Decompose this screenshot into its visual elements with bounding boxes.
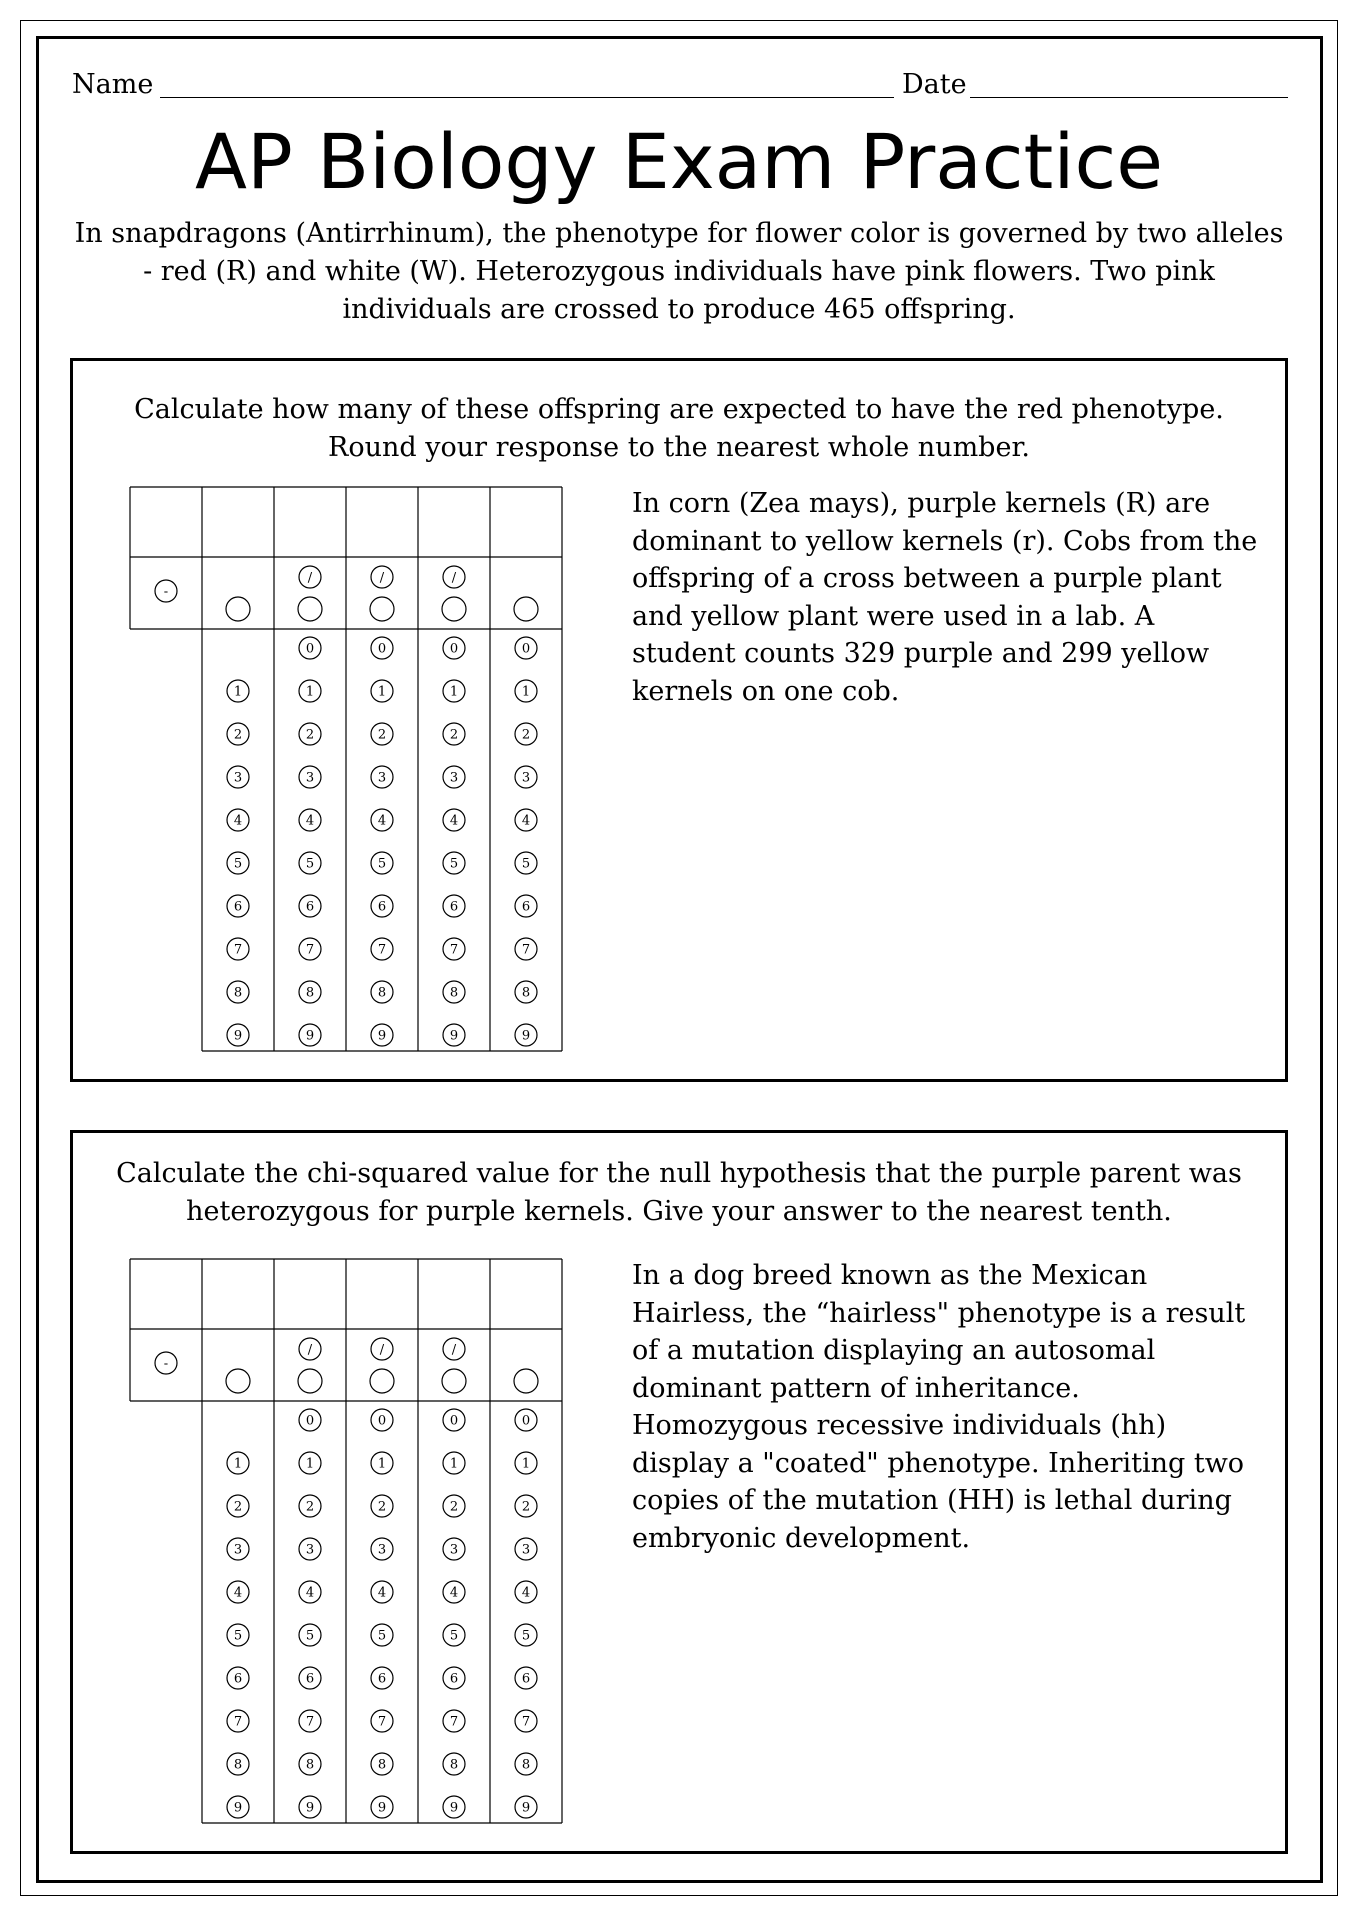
digit-bubble-2[interactable] xyxy=(227,1495,249,1517)
digit-bubble-3[interactable] xyxy=(227,766,249,788)
bubble-label: 8 xyxy=(449,985,459,1001)
page-title: AP Biology Exam Practice xyxy=(194,117,1164,206)
digit-bubble-1[interactable] xyxy=(371,680,393,702)
grid-lines xyxy=(130,1259,562,1823)
date-field[interactable] xyxy=(970,97,1288,98)
digit-bubble-7[interactable] xyxy=(227,1710,249,1732)
answer-entry-box[interactable] xyxy=(491,1260,561,1328)
slash-bubble[interactable] xyxy=(299,1338,321,1360)
digit-bubble-0[interactable] xyxy=(515,1409,537,1431)
bubble-circle[interactable] xyxy=(514,597,538,621)
bubble-circle[interactable] xyxy=(370,597,394,621)
decimal-bubble[interactable] xyxy=(298,1369,322,1393)
digit-bubble-8[interactable] xyxy=(299,981,321,1003)
digit-bubble-4[interactable] xyxy=(299,809,321,831)
answer-entry-box[interactable] xyxy=(131,1260,201,1328)
decimal-bubble[interactable] xyxy=(226,1369,250,1393)
digit-bubble-8[interactable] xyxy=(515,981,537,1003)
bubble-label: 5 xyxy=(377,856,387,872)
digit-bubble-3[interactable] xyxy=(299,1538,321,1560)
digit-bubble-4[interactable] xyxy=(443,1581,465,1603)
digit-bubble-4[interactable] xyxy=(371,1581,393,1603)
bubble-label: 3 xyxy=(521,770,531,786)
bubble-label: 1 xyxy=(377,684,387,700)
question-text: Calculate how many of these offspring are expected to have the red phenotype. Round your response to the nearest whole number. xyxy=(134,394,1224,463)
bubble-label: 2 xyxy=(449,727,459,743)
bubble-label: 4 xyxy=(305,1585,315,1601)
slash-bubble[interactable] xyxy=(371,1338,393,1360)
answer-entry-box[interactable] xyxy=(275,488,345,556)
bubble-label: 4 xyxy=(521,813,531,829)
bubble-label: 1 xyxy=(377,1456,387,1472)
bubble-label: / xyxy=(379,1342,385,1358)
grid-lines xyxy=(130,487,562,1051)
bubble-label: 3 xyxy=(377,1542,387,1558)
bubble-label: 6 xyxy=(305,899,315,915)
digit-bubble-7[interactable] xyxy=(371,938,393,960)
bubble-label: 4 xyxy=(449,1585,459,1601)
decimal-bubble[interactable] xyxy=(370,597,394,621)
bubble-label: 7 xyxy=(449,942,459,958)
bubble-label: 9 xyxy=(377,1028,387,1044)
bubble-label: 4 xyxy=(377,1585,387,1601)
digit-bubble-4[interactable] xyxy=(299,1581,321,1603)
digit-bubble-9[interactable] xyxy=(299,1024,321,1046)
digit-bubble-5[interactable] xyxy=(227,852,249,874)
bubble-label: 0 xyxy=(305,1413,315,1429)
digit-bubble-4[interactable] xyxy=(227,809,249,831)
bubble-label: 9 xyxy=(305,1028,315,1044)
bubble-label: 1 xyxy=(521,1456,531,1472)
digit-bubble-8[interactable] xyxy=(227,981,249,1003)
digit-bubble-7[interactable] xyxy=(371,1710,393,1732)
bubble-label: / xyxy=(307,1342,313,1358)
digit-bubble-8[interactable] xyxy=(443,981,465,1003)
bubble-label: 3 xyxy=(377,770,387,786)
slash-bubble[interactable] xyxy=(371,566,393,588)
answer-entry-box[interactable] xyxy=(347,488,417,556)
bubble-label: 6 xyxy=(449,899,459,915)
bubble-label: 3 xyxy=(233,1542,243,1558)
bubble-label: 2 xyxy=(521,1499,531,1515)
bubble-label: 8 xyxy=(233,1757,243,1773)
digit-bubble-5[interactable] xyxy=(227,1624,249,1646)
digit-bubble-2[interactable] xyxy=(515,1495,537,1517)
bubble-label: 5 xyxy=(233,1628,243,1644)
bubble-circle[interactable] xyxy=(442,1369,466,1393)
digit-bubble-1[interactable] xyxy=(299,680,321,702)
bubble-label: 1 xyxy=(521,684,531,700)
minus-bubble[interactable] xyxy=(155,580,177,602)
digit-bubble-7[interactable] xyxy=(299,1710,321,1732)
bubble-label: 8 xyxy=(449,1757,459,1773)
bubble-label: 2 xyxy=(305,1499,315,1515)
bubble-label: 2 xyxy=(377,727,387,743)
decimal-bubble[interactable] xyxy=(298,597,322,621)
digit-bubble-1[interactable] xyxy=(515,1452,537,1474)
bubble-label: 4 xyxy=(521,1585,531,1601)
bubble-label: 8 xyxy=(521,1757,531,1773)
bubble-circle[interactable] xyxy=(298,1369,322,1393)
date-label: Date xyxy=(902,69,967,100)
bubble-label: 9 xyxy=(377,1800,387,1816)
minus-bubble[interactable] xyxy=(155,1352,177,1374)
digit-bubble-3[interactable] xyxy=(371,1538,393,1560)
bubble-label: 0 xyxy=(521,641,531,657)
digit-bubble-6[interactable] xyxy=(299,1667,321,1689)
bubble-label: 5 xyxy=(305,1628,315,1644)
bubble-label: 3 xyxy=(449,770,459,786)
bubble-label: 7 xyxy=(305,1714,315,1730)
bubble-label: 6 xyxy=(305,1671,315,1687)
answer-entry-box[interactable] xyxy=(347,1260,417,1328)
bubble-label: 9 xyxy=(305,1800,315,1816)
digit-bubble-3[interactable] xyxy=(443,1538,465,1560)
digit-bubble-5[interactable] xyxy=(443,1624,465,1646)
bubble-label: 6 xyxy=(233,899,243,915)
bubble-label: 7 xyxy=(233,942,243,958)
bubble-label: 5 xyxy=(377,1628,387,1644)
bubble-label: 8 xyxy=(377,985,387,1001)
bubble-label: 9 xyxy=(449,1800,459,1816)
decimal-bubble[interactable] xyxy=(226,597,250,621)
bubble-label: 2 xyxy=(305,727,315,743)
bubble-label: 7 xyxy=(521,1714,531,1730)
bubble-label: 4 xyxy=(449,813,459,829)
digit-bubble-4[interactable] xyxy=(371,809,393,831)
digit-bubble-2[interactable] xyxy=(299,723,321,745)
bubble-label: 0 xyxy=(377,1413,387,1429)
digit-bubble-0[interactable] xyxy=(299,1409,321,1431)
digit-bubble-8[interactable] xyxy=(299,1753,321,1775)
bubble-label: 0 xyxy=(449,1413,459,1429)
bubble-label: 5 xyxy=(449,1628,459,1644)
bubble-label: 9 xyxy=(521,1800,531,1816)
bubble-label: 3 xyxy=(521,1542,531,1558)
slash-bubble[interactable] xyxy=(299,566,321,588)
digit-bubble-0[interactable] xyxy=(443,1409,465,1431)
bubble-label: 7 xyxy=(521,942,531,958)
answer-grid-1 xyxy=(128,485,568,1055)
answer-grid-svg xyxy=(128,485,568,1055)
digit-bubble-3[interactable] xyxy=(515,1538,537,1560)
digit-bubble-3[interactable] xyxy=(227,1538,249,1560)
header-line xyxy=(72,64,1288,104)
digit-bubble-5[interactable] xyxy=(371,1624,393,1646)
digit-bubble-6[interactable] xyxy=(227,1667,249,1689)
bubble-label: 8 xyxy=(521,985,531,1001)
bubble-label: 3 xyxy=(305,770,315,786)
bubble-label: / xyxy=(451,570,457,586)
digit-bubble-8[interactable] xyxy=(371,981,393,1003)
digit-bubble-2[interactable] xyxy=(371,1495,393,1517)
digit-bubble-9[interactable] xyxy=(371,1024,393,1046)
bubble-label: 4 xyxy=(233,813,243,829)
bubble-label: 1 xyxy=(449,1456,459,1472)
digit-bubble-8[interactable] xyxy=(227,1753,249,1775)
name-field[interactable] xyxy=(160,97,894,98)
bubble-label: 1 xyxy=(305,684,315,700)
digit-bubble-0[interactable] xyxy=(443,637,465,659)
bubble-label: 8 xyxy=(233,985,243,1001)
digit-bubble-1[interactable] xyxy=(227,1452,249,1474)
digit-bubble-0[interactable] xyxy=(515,637,537,659)
digit-bubble-6[interactable] xyxy=(371,895,393,917)
digit-bubble-1[interactable] xyxy=(227,680,249,702)
decimal-bubble[interactable] xyxy=(514,1369,538,1393)
answer-entry-box[interactable] xyxy=(203,488,273,556)
decimal-bubble[interactable] xyxy=(370,1369,394,1393)
bubble-label: 2 xyxy=(377,1499,387,1515)
digit-bubble-7[interactable] xyxy=(299,938,321,960)
bubble-label: 2 xyxy=(521,727,531,743)
bubble-label: - xyxy=(163,584,169,600)
digit-bubble-6[interactable] xyxy=(299,895,321,917)
digit-bubble-7[interactable] xyxy=(515,938,537,960)
decimal-bubble[interactable] xyxy=(442,1369,466,1393)
bubble-label: 2 xyxy=(449,1499,459,1515)
bubble-label: / xyxy=(451,1342,457,1358)
bubble-label: 7 xyxy=(305,942,315,958)
answer-entry-box[interactable] xyxy=(131,488,201,556)
digit-bubble-1[interactable] xyxy=(443,1452,465,1474)
digit-bubble-1[interactable] xyxy=(515,680,537,702)
digit-bubble-2[interactable] xyxy=(227,723,249,745)
digit-bubble-1[interactable] xyxy=(299,1452,321,1474)
digit-bubble-0[interactable] xyxy=(371,1409,393,1431)
digit-bubble-3[interactable] xyxy=(443,766,465,788)
digit-bubble-9[interactable] xyxy=(227,1796,249,1818)
digit-bubble-7[interactable] xyxy=(515,1710,537,1732)
bubble-circle[interactable] xyxy=(226,597,250,621)
bubble-label: 1 xyxy=(233,1456,243,1472)
bubble-label: 3 xyxy=(305,1542,315,1558)
answer-entry-box[interactable] xyxy=(275,1260,345,1328)
digit-bubble-9[interactable] xyxy=(443,1796,465,1818)
digit-bubble-4[interactable] xyxy=(515,1581,537,1603)
bubble-label: 8 xyxy=(377,1757,387,1773)
digit-bubble-0[interactable] xyxy=(371,637,393,659)
digit-bubble-2[interactable] xyxy=(371,723,393,745)
intro-paragraph: In snapdragons (Antirrhinum), the phenotype for flower color is governed by two alleles - red (R) and white (W). Heterozygous individuals have pink flowers. Two pink individuals are crossed to produce 465 offspring. xyxy=(74,218,1284,325)
digit-bubble-4[interactable] xyxy=(443,809,465,831)
side-passage: In a dog breed known as the Mexican Hairless, the “hairless" phenotype is a result of a mutation displaying an autosomal dominant pattern of inheritance. Homozygous recessive individuals (hh) display a "coated" phenotype. Inheriting two copies of the mutation (HH) is lethal during embryonic development. xyxy=(632,1260,1246,1554)
bubble-circle[interactable] xyxy=(298,597,322,621)
bubble-label: 0 xyxy=(377,641,387,657)
bubble-label: 6 xyxy=(233,1671,243,1687)
bubble-label: 9 xyxy=(233,1800,243,1816)
slash-bubble[interactable] xyxy=(443,566,465,588)
digit-bubble-1[interactable] xyxy=(443,680,465,702)
decimal-bubble[interactable] xyxy=(514,597,538,621)
bubble-label: 2 xyxy=(233,1499,243,1515)
digit-bubble-2[interactable] xyxy=(443,723,465,745)
digit-bubble-3[interactable] xyxy=(299,766,321,788)
bubble-label: 4 xyxy=(233,1585,243,1601)
answer-grid-svg xyxy=(128,1257,568,1827)
bubble-label: 1 xyxy=(233,684,243,700)
digit-bubble-5[interactable] xyxy=(371,852,393,874)
digit-bubble-2[interactable] xyxy=(299,1495,321,1517)
answer-entry-box[interactable] xyxy=(419,488,489,556)
digit-bubble-2[interactable] xyxy=(443,1495,465,1517)
bubble-label: 4 xyxy=(305,813,315,829)
bubble-label: 8 xyxy=(305,985,315,1001)
digit-bubble-6[interactable] xyxy=(515,895,537,917)
digit-bubble-7[interactable] xyxy=(227,938,249,960)
bubble-label: 5 xyxy=(233,856,243,872)
bubble-label: 7 xyxy=(449,1714,459,1730)
bubble-label: 5 xyxy=(521,856,531,872)
bubble-label: 0 xyxy=(449,641,459,657)
bubble-label: 7 xyxy=(377,1714,387,1730)
bubble-label: 6 xyxy=(377,899,387,915)
bubble-label: 5 xyxy=(305,856,315,872)
digit-bubble-3[interactable] xyxy=(515,766,537,788)
digit-bubble-4[interactable] xyxy=(515,809,537,831)
digit-bubble-9[interactable] xyxy=(371,1796,393,1818)
bubble-label: 8 xyxy=(305,1757,315,1773)
digit-bubble-6[interactable] xyxy=(227,895,249,917)
bubble-label: 1 xyxy=(449,684,459,700)
question-panel-1 xyxy=(70,358,1288,1082)
digit-bubble-1[interactable] xyxy=(371,1452,393,1474)
digit-bubble-2[interactable] xyxy=(515,723,537,745)
bubble-label: / xyxy=(307,570,313,586)
digit-bubble-6[interactable] xyxy=(443,1667,465,1689)
digit-bubble-5[interactable] xyxy=(299,1624,321,1646)
bubble-label: 6 xyxy=(521,899,531,915)
answer-grid-2 xyxy=(128,1257,568,1827)
bubble-label: - xyxy=(163,1356,169,1372)
digit-bubble-6[interactable] xyxy=(371,1667,393,1689)
bubble-label: 9 xyxy=(233,1028,243,1044)
digit-bubble-9[interactable] xyxy=(299,1796,321,1818)
digit-bubble-5[interactable] xyxy=(443,852,465,874)
decimal-bubble[interactable] xyxy=(442,597,466,621)
digit-bubble-4[interactable] xyxy=(227,1581,249,1603)
question-text: Calculate the chi-squared value for the null hypothesis that the purple parent was heterozygous for purple kernels. Give your answer to the nearest tenth. xyxy=(116,1158,1242,1227)
digit-bubble-9[interactable] xyxy=(515,1024,537,1046)
digit-bubble-7[interactable] xyxy=(443,1710,465,1732)
digit-bubble-9[interactable] xyxy=(443,1024,465,1046)
answer-entry-box[interactable] xyxy=(419,1260,489,1328)
bubble-label: 9 xyxy=(521,1028,531,1044)
digit-bubble-8[interactable] xyxy=(443,1753,465,1775)
digit-bubble-8[interactable] xyxy=(371,1753,393,1775)
digit-bubble-9[interactable] xyxy=(515,1796,537,1818)
digit-bubble-9[interactable] xyxy=(227,1024,249,1046)
digit-bubble-6[interactable] xyxy=(515,1667,537,1689)
bubble-circle[interactable] xyxy=(514,1369,538,1393)
digit-bubble-6[interactable] xyxy=(443,895,465,917)
bubble-label: 5 xyxy=(449,856,459,872)
bubble-label: 1 xyxy=(305,1456,315,1472)
bubble-label: 3 xyxy=(233,770,243,786)
digit-bubble-7[interactable] xyxy=(443,938,465,960)
digit-bubble-8[interactable] xyxy=(515,1753,537,1775)
side-passage: In corn (Zea mays), purple kernels (R) are dominant to yellow kernels (r). Cobs from the offspring of a cross between a purple plant and yellow plant were used in a lab. A student counts 329 purple and 299 yellow kernels on one cob. xyxy=(632,488,1258,707)
bubble-label: 2 xyxy=(233,727,243,743)
bubble-circle[interactable] xyxy=(442,597,466,621)
digit-bubble-3[interactable] xyxy=(371,766,393,788)
bubble-label: 5 xyxy=(521,1628,531,1644)
bubble-label: 3 xyxy=(449,1542,459,1558)
digit-bubble-5[interactable] xyxy=(299,852,321,874)
digit-bubble-0[interactable] xyxy=(299,637,321,659)
bubble-label: 0 xyxy=(305,641,315,657)
digit-bubble-5[interactable] xyxy=(515,852,537,874)
bubble-circle[interactable] xyxy=(226,1369,250,1393)
bubble-label: 7 xyxy=(233,1714,243,1730)
bubble-circle[interactable] xyxy=(370,1369,394,1393)
answer-entry-box[interactable] xyxy=(491,488,561,556)
bubble-label: 4 xyxy=(377,813,387,829)
bubble-label: 6 xyxy=(521,1671,531,1687)
bubble-label: 9 xyxy=(449,1028,459,1044)
bubble-label: / xyxy=(379,570,385,586)
name-label: Name xyxy=(72,69,154,100)
digit-bubble-5[interactable] xyxy=(515,1624,537,1646)
bubble-label: 0 xyxy=(521,1413,531,1429)
bubble-label: 6 xyxy=(449,1671,459,1687)
slash-bubble[interactable] xyxy=(443,1338,465,1360)
answer-entry-box[interactable] xyxy=(203,1260,273,1328)
question-panel-2 xyxy=(70,1130,1288,1854)
bubble-label: 6 xyxy=(377,1671,387,1687)
bubble-label: 7 xyxy=(377,942,387,958)
